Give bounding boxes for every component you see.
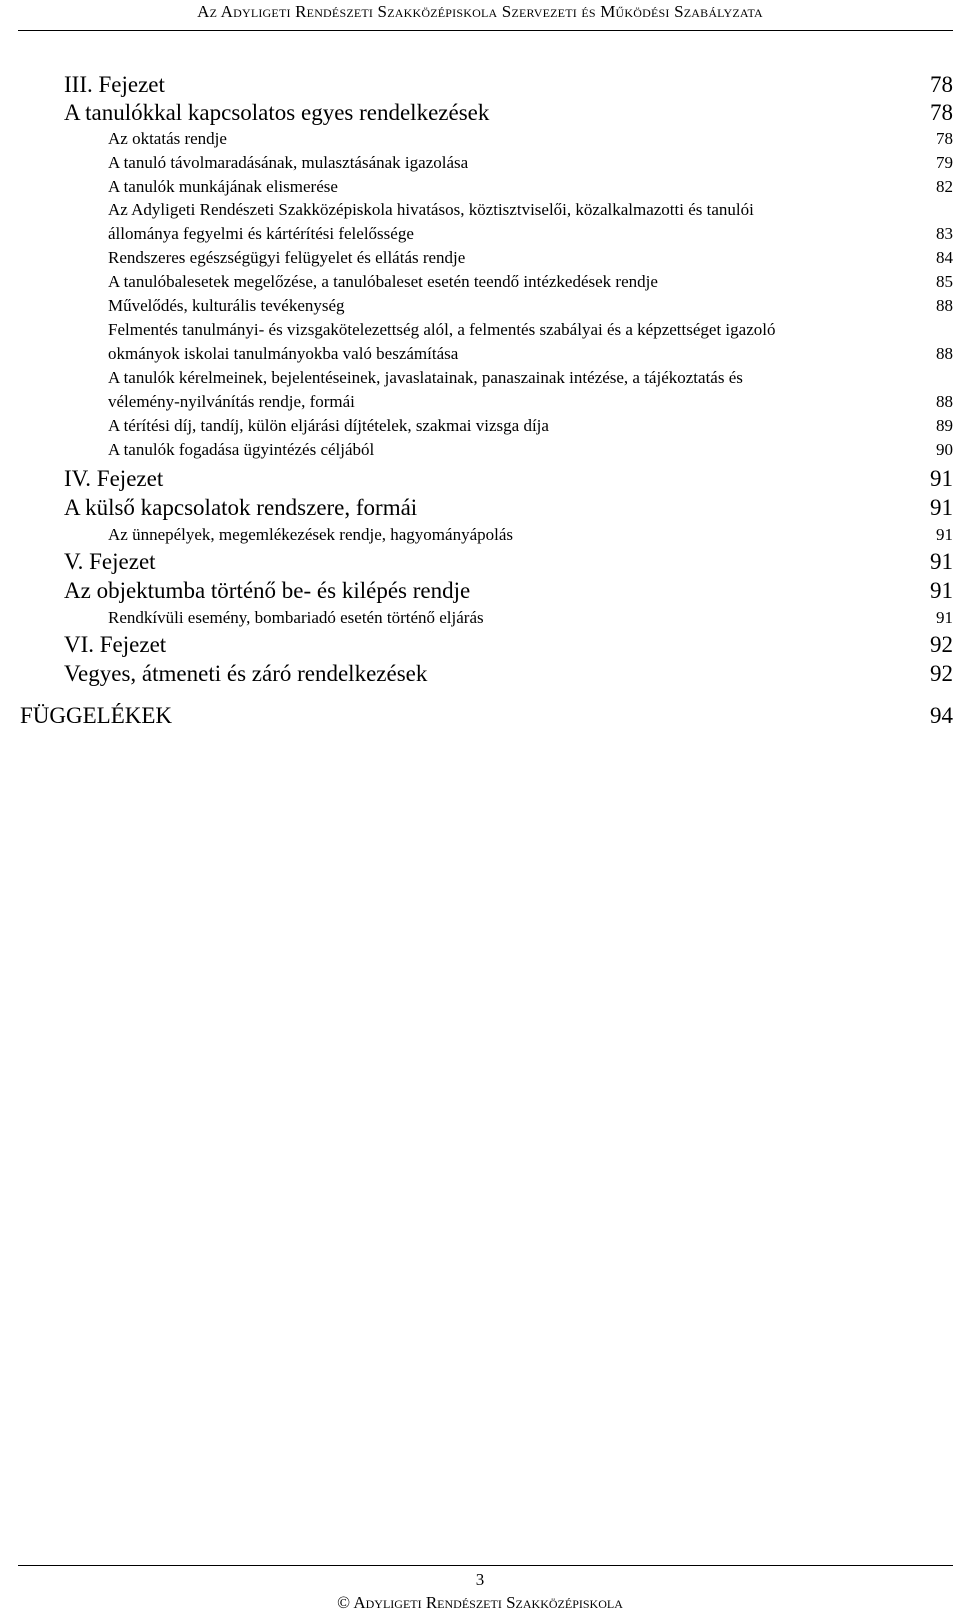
toc-entry-page: 84 — [936, 248, 953, 267]
toc-entry-title: FÜGGELÉKEK — [20, 703, 173, 728]
toc-entry-title: A térítési díj, tandíj, külön eljárási díjtételek, szakmai vizsga díja — [108, 416, 549, 435]
toc-entry-title: IV. Fejezet — [64, 466, 164, 491]
toc-entry-title: A tanuló távolmaradásának, mulasztásának igazolása — [108, 153, 469, 172]
toc-entry-page: 92 — [930, 632, 953, 657]
toc-entry-page: 85 — [936, 272, 953, 291]
toc-entry-title: A tanulóbalesetek megelőzése, a tanulóbaleset esetén teendő intézkedések rendje — [108, 272, 658, 291]
toc-entry-title-line1: Felmentés tanulmányi- és vizsgakötelezettség alól, a felmentés szabályai és a képzettséget igazoló — [108, 320, 776, 339]
toc-entry-title: Vegyes, átmeneti és záró rendelkezések — [64, 661, 428, 686]
toc-entry-page: 91 — [930, 495, 953, 520]
toc-entry-title: Rendszeres egészségügyi felügyelet és ellátás rendje — [108, 248, 466, 267]
toc-entry-title: A tanulók fogadása ügyintézés céljából — [108, 440, 375, 459]
toc-entry-title-line2: vélemény-nyilvánítás rendje, formái — [108, 392, 355, 411]
toc-entry-page: 83 — [936, 224, 953, 243]
toc-entry-title: A külső kapcsolatok rendszere, formái — [64, 495, 418, 520]
toc-entry-page: 91 — [930, 549, 953, 574]
toc-entry-title-line1: A tanulók kérelmeinek, bejelentéseinek, javaslatainak, panaszainak intézése, a tájékoztatás és — [108, 368, 743, 387]
toc-entry-title-line2: okmányok iskolai tanulmányokba való beszámítása — [108, 344, 459, 363]
page-header — [0, 0, 960, 32]
toc-entry-title: Művelődés, kulturális tevékenység — [108, 296, 345, 315]
toc-entry-title: V. Fejezet — [64, 549, 156, 574]
toc-entry-page: 88 — [936, 296, 953, 315]
page-number: 3 — [475, 1570, 485, 1589]
toc-entry-title: Az ünnepélyek, megemlékezések rendje, hagyományápolás — [108, 525, 514, 544]
toc-entry-page: 78 — [936, 129, 953, 148]
toc-entry-page: 92 — [930, 661, 953, 686]
toc-entry-title: Az objektumba történő be- és kilépés rendje — [64, 578, 471, 603]
toc-entry-page: 88 — [936, 392, 953, 411]
toc-entry-page: 91 — [936, 608, 953, 627]
toc-entry-page: 78 — [930, 100, 953, 125]
toc-entry-page: 79 — [936, 153, 953, 172]
footer-divider — [18, 1565, 953, 1566]
toc-entry-title-line1: Az Adyligeti Rendészeti Szakközépiskola hivatásos, köztisztviselői, közalkalmazotti és tanulói — [108, 200, 754, 219]
toc-entry-title: Az oktatás rendje — [108, 129, 227, 148]
toc-entry-title: Rendkívüli esemény, bombariadó esetén történő eljárás — [108, 608, 484, 627]
toc-entry-page: 82 — [936, 177, 953, 196]
toc-entry-title: A tanulókkal kapcsolatos egyes rendelkezések — [64, 100, 490, 125]
toc-entry-title-line2: állománya fegyelmi és kártérítési felelőssége — [108, 224, 414, 243]
footer-copyright: © Adyligeti Rendészeti Szakközépiskola — [337, 1593, 623, 1612]
header-divider — [18, 30, 953, 31]
toc-entry-page: 89 — [936, 416, 953, 435]
toc-entry-page: 91 — [930, 466, 953, 491]
toc-entry-page: 91 — [936, 525, 953, 544]
toc-entry-page: 88 — [936, 344, 953, 363]
toc-entry-page: 91 — [930, 578, 953, 603]
header-title: Az Adyligeti Rendészeti Szakközépiskola Szervezeti és Működési Szabályzata — [197, 2, 763, 21]
toc-entry-page: 78 — [930, 72, 953, 97]
toc-entry-page: 90 — [936, 440, 953, 459]
toc-entry-title: VI. Fejezet — [64, 632, 167, 657]
toc-entry-title: A tanulók munkájának elismerése — [108, 177, 338, 196]
toc-entry-title: III. Fejezet — [64, 72, 165, 97]
toc-entry-page: 94 — [930, 703, 953, 728]
